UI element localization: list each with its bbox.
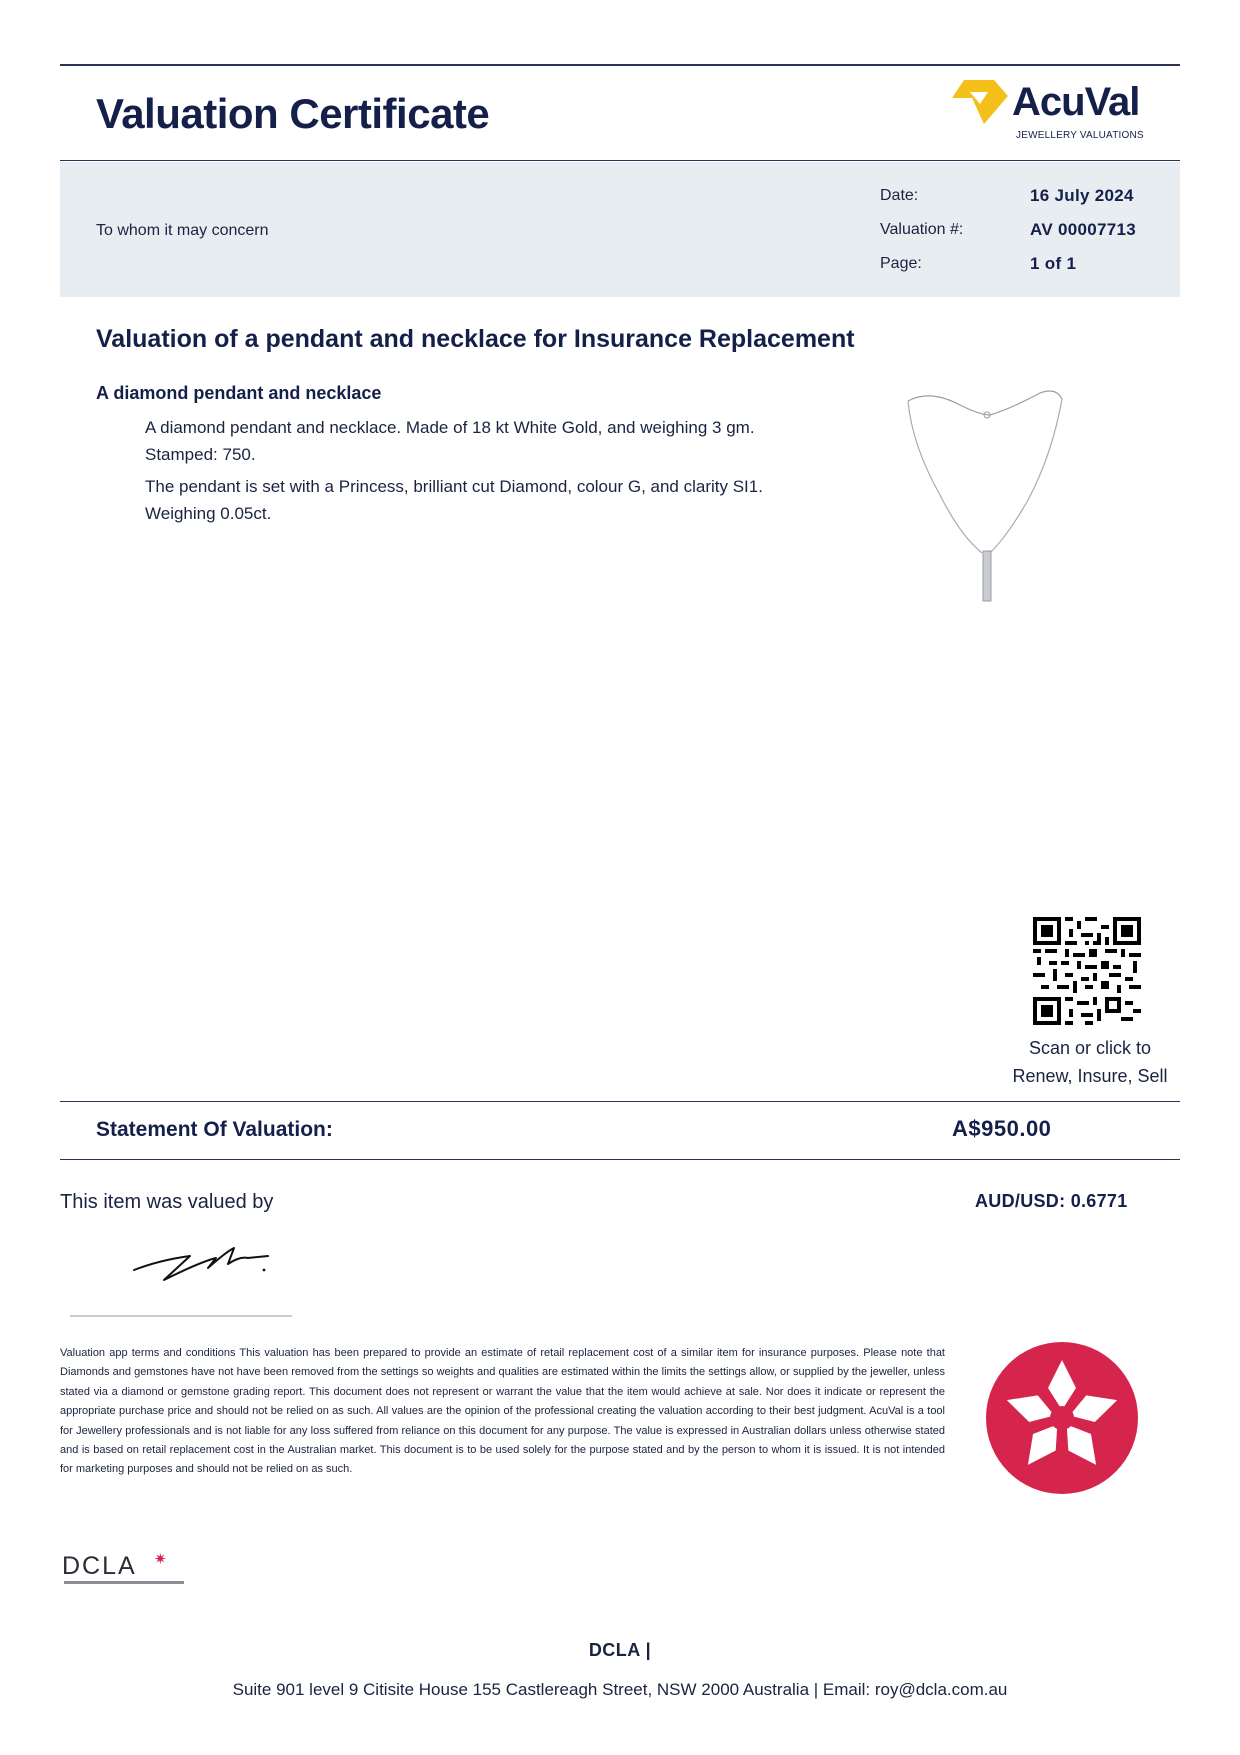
qr-caption (1000, 1034, 1180, 1090)
info-band (60, 162, 1180, 297)
date-label: Date: (880, 187, 919, 204)
statement-top-rule (60, 1101, 1180, 1102)
valued-by-label: This item was valued by (60, 1191, 274, 1213)
qr-code[interactable] (1033, 917, 1141, 1025)
valuation-number-value: AV 00007713 (1030, 220, 1137, 239)
item-description-1: A diamond pendant and necklace. Made of 18 kt White Gold, and weighing 3 gm. Stamped: 750. (145, 418, 755, 464)
dcla-logo (62, 1552, 172, 1588)
footer-address: Suite 901 level 9 Citisite House 155 Castlereagh Street, NSW 2000 Australia | Email: roy@dcla.com.au (232, 1680, 1008, 1699)
footer-company-name: DCLA | (588, 1640, 652, 1660)
dcla-logo-small-text (64, 1581, 184, 1584)
qr-caption-line-1: Scan or click to (1028, 1038, 1152, 1058)
header-rule (60, 160, 1180, 161)
signature-line (70, 1315, 292, 1317)
recipient: To whom it may concern (96, 222, 269, 239)
exchange-rate: AUD/USD: 0.6771 (975, 1191, 1128, 1211)
date-value: 16 July 2024 (1030, 186, 1134, 205)
statement-bottom-rule (60, 1159, 1180, 1160)
statement-value: A$950.00 (952, 1116, 1052, 1141)
valuation-number-label: Valuation #: (880, 221, 964, 238)
page-label: Page: (880, 255, 922, 272)
item-title: A diamond pendant and necklace (96, 383, 382, 403)
terms-and-conditions: Valuation app terms and conditions This valuation has been prepared to provide an estimate of retail replacement cost of a similar item for insurance purposes. Please note that Diamonds and gemstones have not have been removed from the settings so weights and qualities are estimated within the limits the settings allow, or supplied by the jeweller, unless stated via a diamond or gemstone grading report. This document does not represent or warrant the value that the item would achieve at sale. Nor does it indicate or represent the appropriate purchase price and should not be relied on as such. All values are the opinion of the professional creating the valuation according to their best judgment. AcuVal is a tool for Jewellery professionals and is not liable for any loss suffered from reliance on this document for any purpose. The value is expressed in Australian dollars unless otherwise stated and is based on retail replacement cost in the Australian market. This document is to be used solely for the purpose stated and by the person to whom it is issued. It is not intended for marketing purposes and should not be relied on as such. (60, 1347, 945, 1476)
item-description-2: The pendant is set with a Princess, brilliant cut Diamond, colour G, and clarity SI1. Weighing 0.05ct. (145, 477, 763, 523)
qr-caption-line-2: Renew, Insure, Sell (1012, 1066, 1168, 1086)
top-rule (60, 64, 1180, 66)
acuval-logo-mark-icon (950, 78, 1012, 130)
valuation-heading: Valuation of a pendant and necklace for Insurance Replacement (96, 325, 855, 353)
acuval-logo (950, 76, 1170, 146)
valuer-signature (130, 1238, 280, 1286)
statement-label: Statement Of Valuation: (96, 1118, 333, 1141)
dcla-logo-word: DCLA (62, 1552, 137, 1580)
acuval-logo-word: AcuVal (1012, 80, 1140, 124)
acuval-logo-tagline: JEWELLERY VALUATIONS (1016, 130, 1144, 141)
dcla-seal-icon (984, 1340, 1140, 1496)
document-title: Valuation Certificate (96, 90, 490, 137)
item-photo (890, 385, 1090, 607)
page-value: 1 of 1 (1030, 254, 1077, 273)
dcla-star-icon: ✷ (154, 1551, 167, 1568)
